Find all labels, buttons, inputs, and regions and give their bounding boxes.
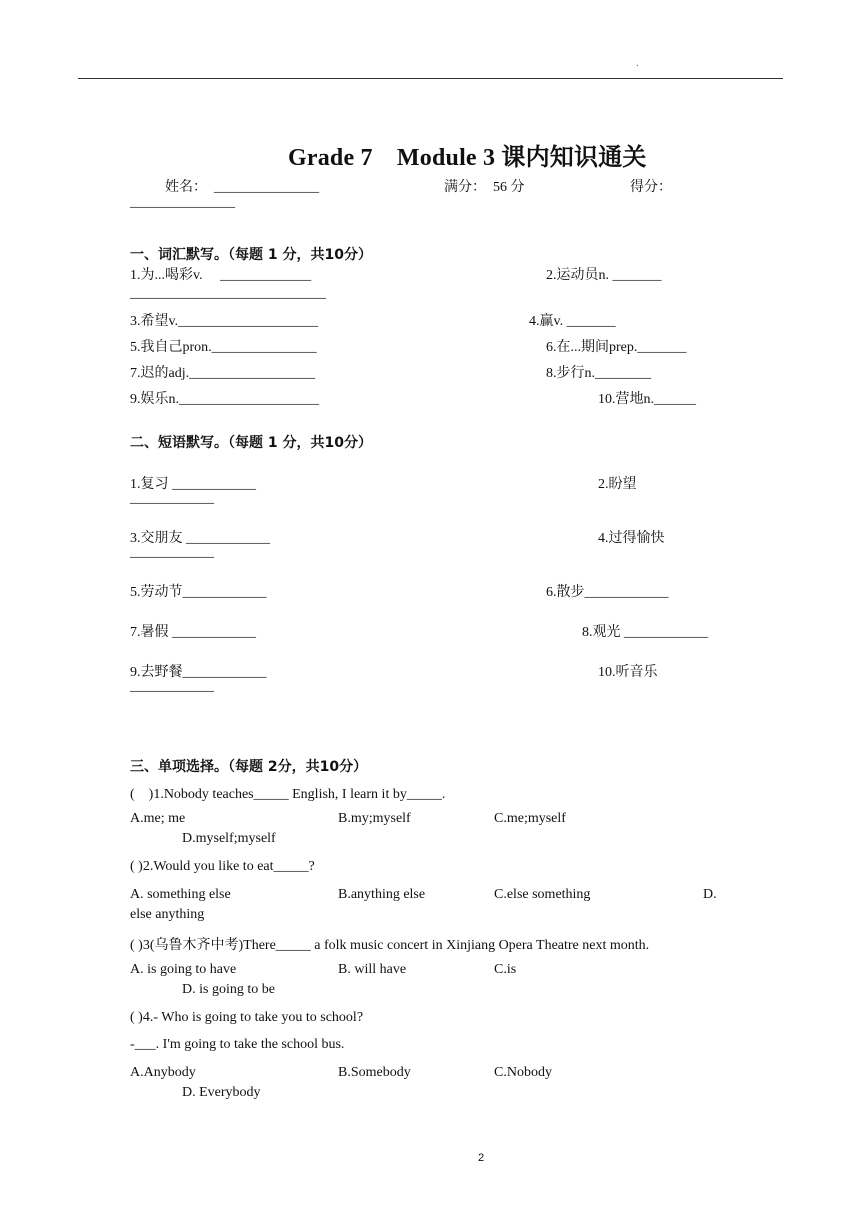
q4-option-d: D. Everybody [182, 1085, 261, 1100]
page-number: 2 [478, 1152, 485, 1164]
list-item: 10.营地n.______ [598, 392, 696, 407]
q1-option-b: B.my;myself [338, 811, 411, 826]
list-item: 5.劳动节____________ [130, 585, 267, 600]
section2-heading: 二、短语默写。（每题 1 分，共10分） [130, 435, 372, 451]
list-item: 3.交朋友 ____________ [130, 531, 270, 546]
list-item: 4.过得愉快 [598, 531, 665, 546]
q3-option-b: B. will have [338, 962, 407, 977]
list-item: 9.娱乐n.____________________ [130, 392, 319, 407]
name-field: 姓名： _______________ [165, 180, 319, 195]
question-2-stem: ( )2.Would you like to eat_____? [130, 859, 315, 874]
question-3-stem: ( )3(乌鲁木齐中考)There_____ a folk music concert in Xinjiang Opera Theatre next month. [130, 938, 650, 953]
question-1-stem: ( )1.Nobody teaches_____ English, I learn it by_____. [130, 787, 446, 802]
q3-option-a: A. is going to have [130, 962, 237, 977]
q3-option-d: D. is going to be [182, 982, 275, 997]
section3-heading: 三、单项选择。（每题 2分，共10分） [130, 759, 368, 775]
list-item: 8.步行n.________ [546, 366, 651, 381]
list-item: 9.去野餐____________ [130, 665, 267, 680]
question-4-reply: -___. I'm going to take the school bus. [130, 1037, 345, 1052]
header-rule [78, 78, 783, 79]
q1-option-c: C.me;myself [494, 811, 566, 826]
list-item: 7.迟的adj.__________________ [130, 366, 316, 381]
list-item: 6.散步____________ [546, 585, 669, 600]
list-item: 8.观光 ____________ [582, 625, 708, 640]
q1-option-d: D.myself;myself [182, 831, 276, 846]
list-item: 2.运动员n. _______ [546, 268, 662, 283]
q4-option-c: C.Nobody [494, 1065, 552, 1080]
q2-option-b: B.anything else [338, 887, 426, 902]
list-item: 2.盼望 [598, 477, 637, 492]
q2-option-d-text: else anything [130, 907, 205, 922]
q2-option-c: C.else something [494, 887, 591, 902]
q4-option-b: B.Somebody [338, 1065, 411, 1080]
list-item: 10.听音乐 [598, 665, 658, 680]
q3-option-c: C.is [494, 962, 517, 977]
score-line: _______________ [130, 195, 235, 210]
q4-option-a: A.Anybody [130, 1065, 196, 1080]
list-item: 7.暑假 ____________ [130, 625, 256, 640]
section1-heading: 一、词汇默写。（每题 1 分，共10分） [130, 247, 372, 263]
list-item: ____________________________ [130, 286, 326, 301]
header-dot: . [636, 58, 639, 69]
list-item: 6.在...期间prep._______ [546, 340, 687, 355]
page-title: Grade 7 Module 3 课内知识通关 [288, 145, 647, 171]
list-item: ____________ [130, 679, 214, 694]
q2-option-a: A. something else [130, 887, 231, 902]
q1-option-a: A.me; me [130, 811, 186, 826]
score-label: 得分： [630, 180, 672, 195]
list-item: ____________ [130, 491, 214, 506]
list-item: 4.赢v. _______ [529, 314, 616, 329]
list-item: 3.希望v.____________________ [130, 314, 319, 329]
list-item: 1.为...喝彩v. _____________ [130, 268, 312, 283]
list-item: ____________ [130, 545, 214, 560]
question-4-stem: ( )4.- Who is going to take you to school? [130, 1010, 364, 1025]
list-item: 5.我自己pron._______________ [130, 340, 317, 355]
full-score: 满分： 56 分 [444, 180, 525, 195]
list-item: 1.复习 ____________ [130, 477, 256, 492]
q2-option-d-label: D. [703, 887, 717, 902]
